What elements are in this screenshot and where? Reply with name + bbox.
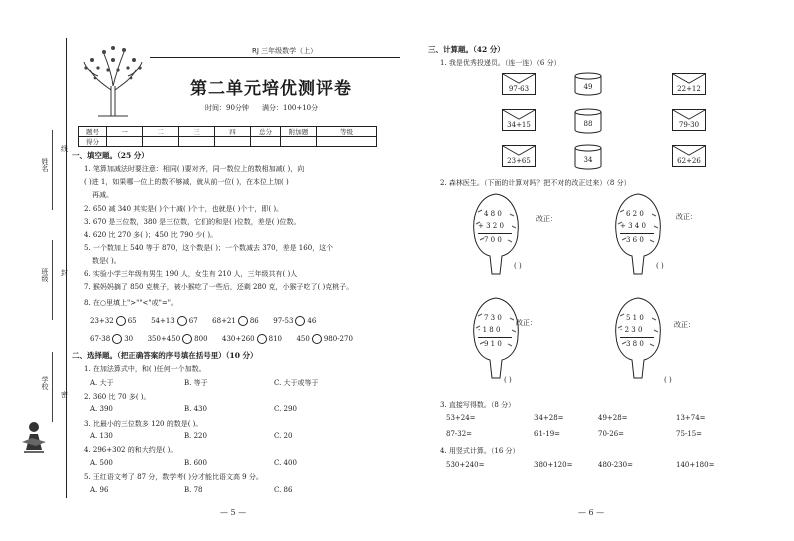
score-input-cell[interactable] bbox=[281, 137, 317, 147]
fill-q1-line1: 1. 笔算加减法时要注意：相同( )要对齐，同一数位上的数相加减( )，向 bbox=[84, 165, 305, 173]
envelope-label: 97-63 bbox=[508, 85, 530, 93]
envelope-5[interactable] bbox=[672, 109, 706, 131]
choice-q2-option-b[interactable]: B. 430 bbox=[184, 405, 207, 413]
direct-answer-item[interactable]: 13+74= bbox=[676, 414, 706, 422]
vertical-calc-item[interactable]: 140+180= bbox=[676, 461, 715, 469]
reading-figure-icon bbox=[18, 420, 50, 456]
fill-q8: 8. 在○里填上">""<"或"="。 bbox=[84, 299, 178, 307]
school-label: 学校 bbox=[41, 376, 49, 390]
section-3-heading: 三、计算题。（42 分） bbox=[428, 45, 505, 54]
envelope-flap-icon bbox=[503, 110, 535, 120]
choice-q3-option-c[interactable]: C. 20 bbox=[274, 432, 293, 440]
compare-circle[interactable] bbox=[182, 334, 192, 344]
compare-expr: 980-270 bbox=[323, 335, 353, 343]
compare-expr: 350+450 bbox=[147, 335, 181, 343]
compare-expr: 800 bbox=[194, 335, 208, 343]
name-write-line bbox=[52, 130, 53, 210]
vertical-calc-item[interactable]: 380+120= bbox=[534, 461, 573, 469]
exam-time: 时间：90分钟 bbox=[205, 104, 249, 112]
score-table bbox=[78, 126, 377, 147]
tree-calc-line: + 3 2 0 bbox=[478, 222, 504, 230]
choice-q2-option-a[interactable]: A. 390 bbox=[90, 405, 113, 413]
score-input-cell[interactable] bbox=[179, 137, 215, 147]
score-input-cell[interactable] bbox=[107, 137, 143, 147]
tree-calc-rule bbox=[620, 233, 654, 234]
series-underline bbox=[150, 57, 400, 58]
compare-expr: 430+260 bbox=[222, 335, 255, 343]
score-input-cell[interactable] bbox=[251, 137, 281, 147]
choice-q4-option-b[interactable]: B. 600 bbox=[184, 459, 207, 467]
tree-calc-line: 4 8 0 bbox=[484, 210, 502, 218]
judge-paren-4[interactable]: ( ) bbox=[664, 376, 672, 384]
choice-q5-option-c[interactable]: C. 86 bbox=[274, 486, 293, 494]
envelope-flap-icon bbox=[673, 146, 705, 156]
choice-q4-option-c[interactable]: C. 400 bbox=[274, 459, 297, 467]
compare-expr: 450 bbox=[296, 335, 310, 343]
score-input-cell[interactable] bbox=[215, 137, 251, 147]
compare-expr: 68+21 bbox=[212, 317, 236, 325]
binding-seal-mark: 封 bbox=[61, 269, 68, 277]
judge-paren-2[interactable]: ( ) bbox=[656, 262, 664, 270]
compare-expr: 46 bbox=[307, 317, 317, 325]
tree-calc-line: 3 6 0 bbox=[626, 236, 644, 244]
tree-calc-line: - 1 8 0 bbox=[478, 326, 501, 334]
series-label: RJ 三年级数学（上） bbox=[252, 47, 318, 55]
fill-q1-line2: ( )进 1，如果哪一位上的数不够减，就从前一位( )，在本位上加( ) bbox=[84, 178, 289, 186]
fill-q4: 4. 620 比 270 多( )；450 比 790 少( )。 bbox=[84, 231, 218, 239]
choice-q1-option-c[interactable]: C. 大于或等于 bbox=[274, 379, 319, 387]
calc-q3: 3. 直接写得数。（8 分） bbox=[440, 401, 516, 409]
tree-calc-line: 7 3 0 bbox=[484, 314, 502, 322]
envelope-flap-icon bbox=[673, 110, 705, 120]
compare-expr: 67-38 bbox=[90, 335, 111, 343]
choice-q3-option-b[interactable]: B. 220 bbox=[184, 432, 207, 440]
choice-q1: 1. 在加法算式中，和( )任何一个加数。 bbox=[84, 365, 206, 373]
fill-q7: 7. 猴妈妈摘了 850 克桃子，被小猴吃了一些后，还剩 280 克，小猴子吃了( )克桃子。 bbox=[84, 283, 354, 291]
envelope-label: 79-30 bbox=[678, 121, 700, 129]
tree-calc-line: 6 2 0 bbox=[626, 210, 644, 218]
choice-q3: 3. 比最小的三位数多 120 的数是( )。 bbox=[84, 420, 203, 428]
direct-answer-item[interactable]: 61-19= bbox=[534, 430, 561, 438]
tree-calc-line: 9 1 0 bbox=[484, 340, 502, 348]
table-cell: 等级 bbox=[317, 127, 377, 137]
tree-calc-line: 5 1 0 bbox=[626, 314, 644, 322]
page-title: 第二单元培优测评卷 bbox=[190, 79, 352, 99]
envelope-6[interactable] bbox=[672, 145, 706, 167]
vertical-calc-item[interactable]: 480-230= bbox=[598, 461, 633, 469]
section-1-heading: 一、填空题。（25 分） bbox=[72, 151, 149, 160]
envelope-1[interactable] bbox=[502, 73, 536, 95]
fill-q6: 6. 实验小学三年级有男生 190 人，女生有 210 人，三年级共有( )人 bbox=[84, 270, 298, 278]
calc-q1: 1. 我是优秀投递员。（连一连）（6 分） bbox=[440, 59, 561, 67]
tree-calc-rule bbox=[478, 337, 512, 338]
compare-expr: 54+13 bbox=[151, 317, 175, 325]
class-label: 班级 bbox=[41, 268, 49, 282]
binding-line-mark: 线 bbox=[61, 145, 68, 153]
fill-q3: 3. 670 是三位数，380 是三位数，它们的和是( )位数，差是( )位数。 bbox=[84, 218, 301, 226]
tree-icon bbox=[612, 296, 664, 380]
compare-circle[interactable] bbox=[177, 316, 187, 326]
mailbox-label: 49 bbox=[583, 83, 593, 91]
score-input-cell[interactable] bbox=[317, 137, 377, 147]
table-cell: 附加题 bbox=[281, 127, 317, 137]
page-number-left: — 5 — bbox=[220, 508, 247, 517]
envelope-3[interactable] bbox=[502, 145, 536, 167]
direct-answer-item[interactable]: 49+28= bbox=[598, 414, 628, 422]
tree-icon bbox=[470, 296, 522, 380]
judge-paren-1[interactable]: ( ) bbox=[514, 262, 522, 270]
calc-q4: 4. 用竖式计算。（16 分） bbox=[440, 447, 520, 455]
direct-answer-item[interactable]: 70-26= bbox=[598, 430, 625, 438]
choice-q5-option-a[interactable]: A. 96 bbox=[90, 486, 109, 494]
table-cell: 三 bbox=[179, 127, 215, 137]
envelope-flap-icon bbox=[503, 74, 535, 84]
mailbox-label: 88 bbox=[583, 120, 593, 128]
choice-q2: 2. 360 比 70 多( )。 bbox=[84, 393, 151, 401]
envelope-flap-icon bbox=[673, 74, 705, 84]
choice-q2-option-c[interactable]: C. 290 bbox=[274, 405, 297, 413]
choice-q3-option-a[interactable]: A. 130 bbox=[90, 432, 113, 440]
compare-circle[interactable] bbox=[312, 334, 322, 344]
section-2-heading: 二、选择题。（把正确答案的序号填在括号里）（10 分） bbox=[72, 351, 258, 360]
compare-circle[interactable] bbox=[116, 316, 126, 326]
tree-logo bbox=[78, 40, 148, 118]
tree-calc-line: 3 8 0 bbox=[626, 340, 644, 348]
correction-label-3: 改正： bbox=[516, 319, 537, 327]
envelope-label: 34+15 bbox=[507, 121, 531, 129]
envelope-flap-icon bbox=[503, 146, 535, 156]
envelope-2[interactable] bbox=[502, 109, 536, 131]
tree-calc-line: 7 0 0 bbox=[484, 236, 502, 244]
judge-paren-3[interactable]: ( ) bbox=[504, 376, 512, 384]
binding-dense-mark: 密 bbox=[61, 391, 68, 399]
mailbox-label: 34 bbox=[583, 156, 593, 164]
score-table-score-row bbox=[79, 137, 377, 147]
class-write-line bbox=[52, 240, 53, 320]
compare-expr: 23+32 bbox=[90, 317, 114, 325]
compare-expr: 30 bbox=[124, 335, 134, 343]
compare-expr: 86 bbox=[249, 317, 259, 325]
compare-circle[interactable] bbox=[295, 316, 305, 326]
compare-row-1 bbox=[90, 316, 316, 326]
compare-expr: 97-53 bbox=[273, 317, 294, 325]
fill-q1-line3: 再减。 bbox=[92, 191, 113, 199]
choice-q1-option-b[interactable]: B. 等于 bbox=[184, 379, 208, 387]
name-label: 姓名 bbox=[41, 158, 49, 172]
score-input-cell[interactable] bbox=[143, 137, 179, 147]
mailbox-3[interactable] bbox=[574, 144, 602, 172]
direct-answer-item[interactable]: 75-15= bbox=[676, 430, 703, 438]
table-cell: 二 bbox=[143, 127, 179, 137]
envelope-label: 62+26 bbox=[677, 157, 701, 165]
fill-q2: 2. 650 减 340 其实是( )个十减( )个十，也就是( )个十，即( )。 bbox=[84, 205, 284, 213]
correction-label-4: 改正： bbox=[674, 321, 695, 329]
choice-q4-option-a[interactable]: A. 500 bbox=[90, 459, 113, 467]
compare-row-2 bbox=[90, 334, 353, 344]
vertical-calc-item[interactable]: 530+240= bbox=[446, 461, 485, 469]
compare-expr: 65 bbox=[127, 317, 137, 325]
direct-answer-item[interactable]: 34+28= bbox=[534, 414, 564, 422]
doctor-tree-3 bbox=[470, 296, 522, 382]
compare-circle[interactable] bbox=[257, 334, 267, 344]
page-number-right: — 6 — bbox=[578, 508, 605, 517]
table-cell: 得分 bbox=[79, 137, 107, 147]
tree-calc-rule bbox=[478, 233, 512, 234]
correction-label-2: 改正： bbox=[676, 213, 697, 221]
mailbox-2[interactable] bbox=[574, 108, 602, 136]
choice-q4: 4. 296+302 的和大约是( )。 bbox=[84, 446, 178, 454]
envelope-label: 22+12 bbox=[677, 85, 701, 93]
compare-circle[interactable] bbox=[238, 316, 248, 326]
score-table-header-row bbox=[79, 127, 377, 137]
choice-q5-option-b[interactable]: B. 78 bbox=[184, 486, 203, 494]
choice-q1-option-a[interactable]: A. 大于 bbox=[90, 379, 114, 387]
tree-calc-line: - 2 3 0 bbox=[620, 326, 643, 334]
envelope-4[interactable] bbox=[672, 73, 706, 95]
choice-q5: 5. 王红语文考了 87 分，数学考( )分才能比语文高 9 分。 bbox=[84, 473, 263, 481]
table-cell: 总分 bbox=[251, 127, 281, 137]
compare-circle[interactable] bbox=[112, 334, 122, 344]
envelope-label: 23+65 bbox=[507, 157, 531, 165]
calc-q2: 2. 森林医生。（下面的计算对吗？把不对的改正过来）（8 分） bbox=[440, 179, 631, 187]
compare-expr: 810 bbox=[268, 335, 282, 343]
table-cell: 一 bbox=[107, 127, 143, 137]
fill-q5-line1: 5. 一个数加上 540 等于 870，这个数是( )；一个数减去 370，差是 160，这个 bbox=[84, 244, 334, 252]
compare-expr: 67 bbox=[188, 317, 198, 325]
school-write-line bbox=[52, 352, 53, 422]
fill-q5-line2: 数是( )。 bbox=[92, 257, 121, 265]
direct-answer-item[interactable]: 87-32= bbox=[446, 430, 473, 438]
full-score: 满分：100+10分 bbox=[262, 104, 319, 112]
doctor-tree-4 bbox=[612, 296, 664, 382]
direct-answer-item[interactable]: 53+24= bbox=[446, 414, 476, 422]
table-cell: 题号 bbox=[79, 127, 107, 137]
tree-calc-rule bbox=[620, 337, 654, 338]
tree-calc-line: + 3 4 0 bbox=[620, 222, 646, 230]
mailbox-1[interactable] bbox=[574, 72, 602, 98]
correction-label-1: 改正： bbox=[536, 215, 557, 223]
table-cell: 四 bbox=[215, 127, 251, 137]
